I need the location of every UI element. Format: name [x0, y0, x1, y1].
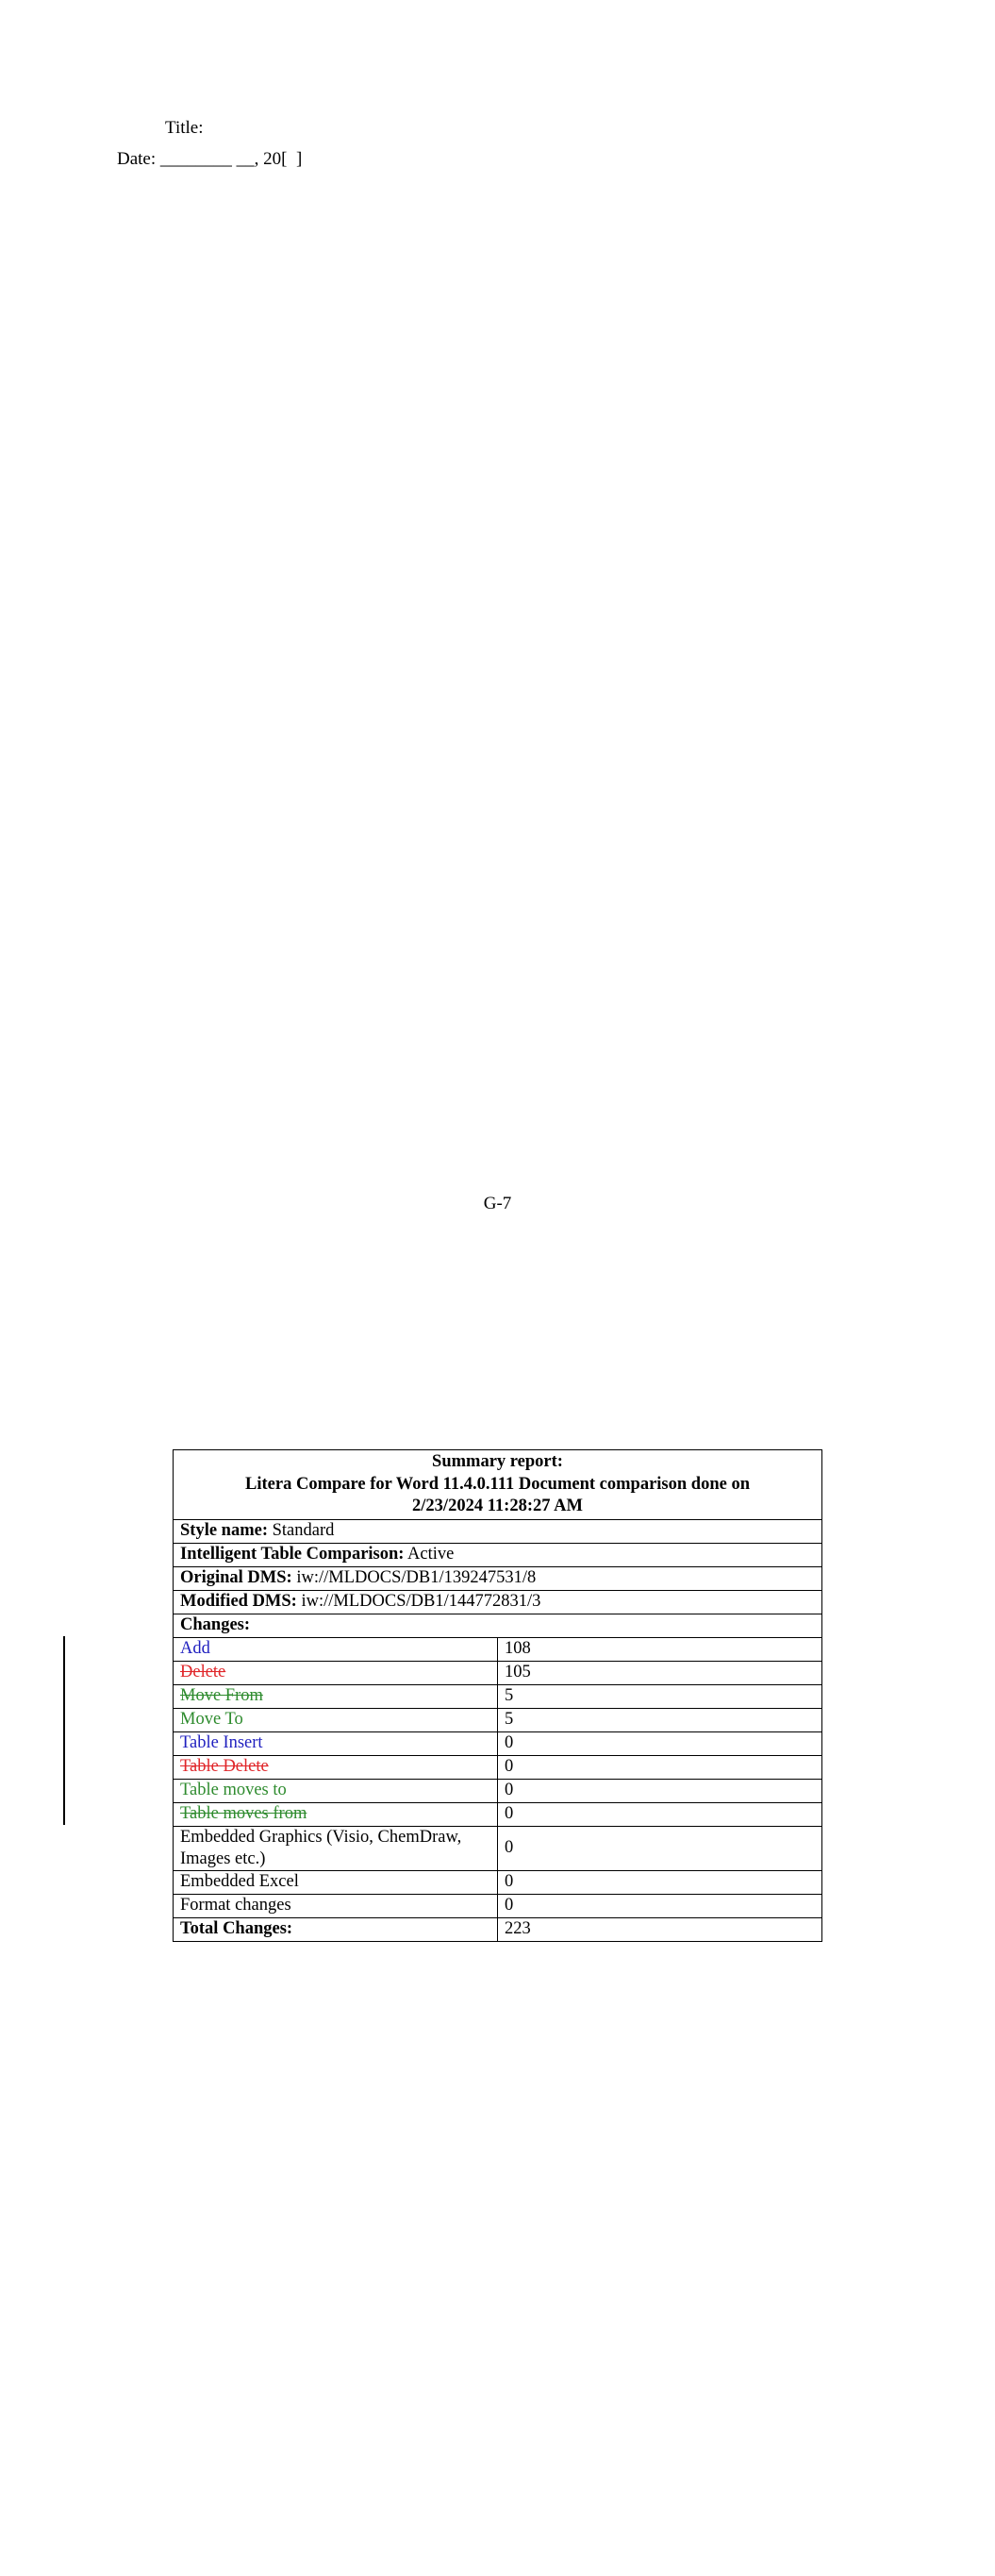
changes-label-row — [174, 1614, 822, 1637]
info-row-style-name — [174, 1519, 822, 1543]
info-label: Modified DMS: — [180, 1592, 297, 1611]
signature-date-line: Date: ________ __, 20[ ] — [117, 149, 303, 169]
total-changes-row — [174, 1917, 822, 1941]
change-count: 108 — [498, 1637, 822, 1661]
summary-header-row — [174, 1450, 822, 1520]
info-row-original-dms — [174, 1566, 822, 1590]
change-count: 5 — [498, 1684, 822, 1708]
info-row-table-comparison — [174, 1543, 822, 1566]
total-changes-count: 223 — [498, 1917, 822, 1941]
revision-change-bar — [63, 1636, 65, 1825]
signature-title-label: Title: — [165, 118, 204, 138]
change-count: 0 — [498, 1894, 822, 1917]
change-label: Table moves from — [180, 1804, 307, 1823]
change-count: 0 — [498, 1731, 822, 1755]
info-value: iw://MLDOCS/DB1/139247531/8 — [291, 1568, 537, 1587]
change-label: Table Insert — [180, 1733, 263, 1752]
info-label: Style name: — [180, 1521, 268, 1540]
change-row-move-from — [174, 1684, 822, 1708]
change-label: Move To — [180, 1710, 243, 1729]
change-row-table-moves-from — [174, 1802, 822, 1826]
change-row-table-delete — [174, 1755, 822, 1779]
change-label: Table Delete — [180, 1757, 269, 1776]
info-label: Intelligent Table Comparison: — [180, 1545, 405, 1564]
change-count: 0 — [498, 1779, 822, 1802]
total-changes-label: Total Changes: — [180, 1919, 293, 1938]
page-number: G-7 — [483, 1194, 512, 1213]
change-count: 0 — [498, 1870, 822, 1894]
info-value: iw://MLDOCS/DB1/144772831/3 — [296, 1592, 541, 1611]
summary-subheading-line2: 2/23/2024 11:28:27 AM — [412, 1497, 583, 1515]
change-label: Move From — [180, 1686, 263, 1705]
change-label: Format changes — [180, 1896, 291, 1915]
change-count: 0 — [498, 1755, 822, 1779]
change-label: Delete — [180, 1663, 226, 1681]
summary-subheading-line1: Litera Compare for Word 11.4.0.111 Document comparison done on — [245, 1474, 750, 1494]
change-label: Table moves to — [180, 1781, 287, 1799]
change-label: Add — [180, 1639, 210, 1658]
change-row-embedded-graphics — [174, 1826, 822, 1870]
info-value: Active — [404, 1545, 455, 1564]
change-label: Embedded Excel — [180, 1872, 299, 1891]
summary-heading: Summary report: — [432, 1452, 563, 1471]
change-count: 105 — [498, 1661, 822, 1684]
changes-label: Changes: — [180, 1615, 251, 1634]
summary-header-cell — [174, 1450, 822, 1520]
change-row-delete — [174, 1661, 822, 1684]
change-row-table-moves-to — [174, 1779, 822, 1802]
change-row-table-insert — [174, 1731, 822, 1755]
info-row-modified-dms — [174, 1590, 822, 1614]
info-value: Standard — [268, 1521, 335, 1540]
change-count: 5 — [498, 1708, 822, 1731]
change-row-format-changes — [174, 1894, 822, 1917]
change-row-add — [174, 1637, 822, 1661]
change-row-embedded-excel — [174, 1870, 822, 1894]
change-count: 0 — [498, 1802, 822, 1826]
summary-report-table — [173, 1449, 822, 1942]
change-label: Embedded Graphics (Visio, ChemDraw, Images etc.) — [180, 1827, 462, 1868]
info-label: Original DMS: — [180, 1568, 292, 1587]
change-row-move-to — [174, 1708, 822, 1731]
change-count: 0 — [498, 1826, 822, 1870]
